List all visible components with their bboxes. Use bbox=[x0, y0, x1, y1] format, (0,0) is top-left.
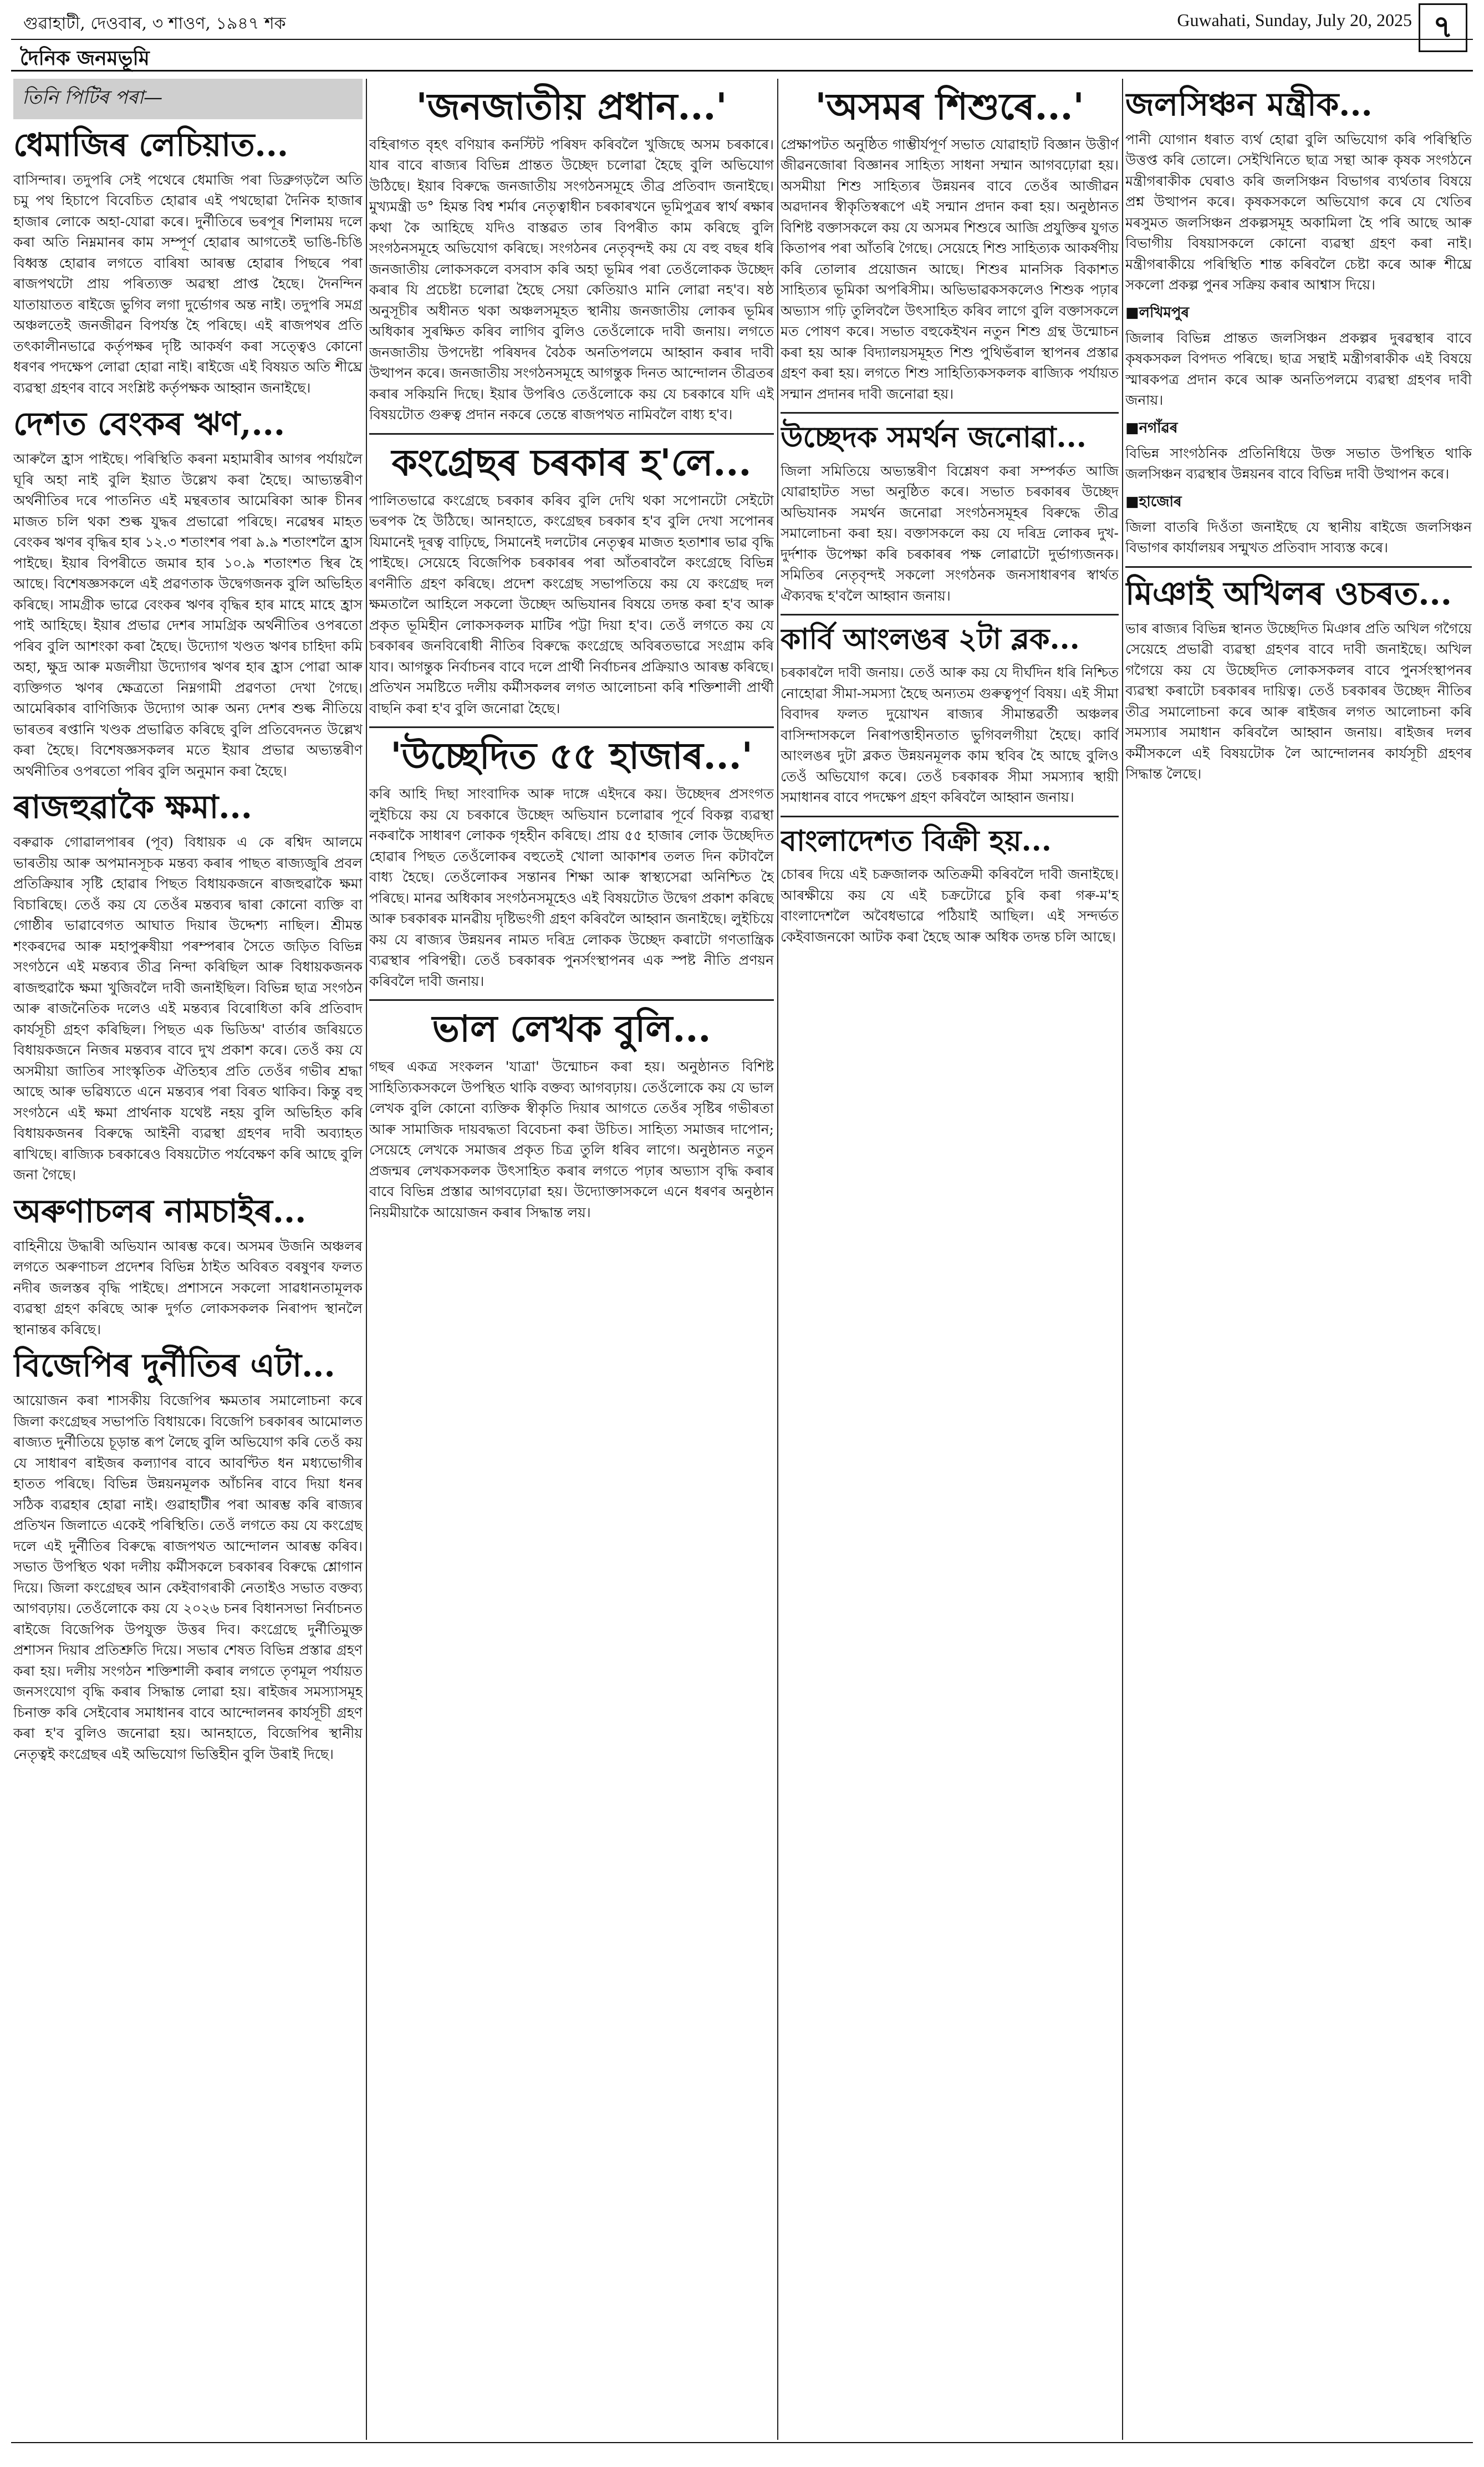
brand-rule bbox=[11, 70, 1473, 72]
section-rule bbox=[781, 614, 1119, 616]
headline-eviction-support: উচ্ছেদক সমৰ্থন জনোৱা... bbox=[781, 420, 1087, 455]
column-divider bbox=[777, 79, 778, 2440]
newspaper-brand: দৈনিক জনমভূমি bbox=[20, 47, 150, 70]
dateline: ■লখিমপুৰ bbox=[1125, 304, 1190, 321]
column-divider bbox=[1122, 79, 1123, 2440]
headline-congress-govt: কংগ্ৰেছৰ চৰকাৰ হ'লে... bbox=[391, 440, 752, 484]
article-body: জিলাৰ বিভিন্ন প্ৰান্তত জলসিঞ্চন প্ৰকল্পৰ দুৰৱস্থাৰ বাবে কৃষকসকল বিপদত পৰিছে। ছাত্ৰ সন্থাই মন্ত্ৰীগৰাকীক এই বিষয়ে স্মাৰকপত্ৰ প্ৰদান কৰে আৰু অনতিপলমে ব্যৱস্থা গ্ৰহণৰ দাবী জনায়। bbox=[1125, 329, 1472, 409]
article-body: বাসিন্দাৰ। তদুপৰি সেই পথেৰে ধেমাজি পৰা ডিব্ৰুগড়লৈ অতি চমু পথ হিচাপে বিবেচিত হোৱাৰ এই পথছোৱা দৈনিক হাজাৰ হাজাৰ লোকে অহা-যোৱা কৰে। দুৰ্নীতিৰে ভৰপূৰ শিলাময় দলে কৰা অতি নিম্নমানৰ কাম সম্পূৰ্ণ হোৱাৰ আগতেই ভাঙি-চিঙি বিধ্বস্ত হোৱাৰ লগতে বাৰিষা আৰম্ভ হোৱাৰ পিছৰে পৰা ৰাজপথটো প্ৰায় পৰিত্যক্ত অৱস্থা প্ৰাপ্ত হৈছে। দৈনন্দিন যাতায়াতত ৰাইজে ভুগিব লগা দুৰ্ভোগৰ অন্ত নাই। তদুপৰি সমগ্ৰ অঞ্চলতেই জনজীৱন বিপৰ্যস্ত হৈ পৰিছে। এই ৰাজপথৰ প্ৰতি তৎকালীনভাৱে কৰ্তৃপক্ষৰ দৃষ্টি আকৰ্ষণ কৰা সত্ত্বেও কোনো ধৰণৰ পদক্ষেপ লোৱা হোৱা নাই। ৰাইজে এই বিষয়ত অতি শীঘ্ৰে ব্যৱস্থা গ্ৰহণৰ বাবে সংশ্লিষ্ট কৰ্তৃপক্ষক আহ্বান জনাইছে। bbox=[13, 171, 363, 396]
column-divider bbox=[366, 79, 367, 2440]
section-rule bbox=[781, 816, 1119, 817]
article-body: পালিতভাৱে কংগ্ৰেছে চৰকাৰ কৰিব বুলি দেখি থকা সপোনটো সেইটো ভৰপক হৈ উঠিছে। আনহাতে, কংগ্ৰেছৰ চৰকাৰ হ'ব বুলি দেখা সপোনৰ যিমানেই দূৰত্ব বাঢ়িছে, সিমানেই দলটোৰ নেতৃত্বৰ মাজত হতাশাৰ ভাৱ বৃদ্ধি পাইছে। সেয়েহে বিজেপিক চৰকাৰৰ পৰা আঁতৰাবলৈ কংগ্ৰেছে বিভিন্ন ৰণনীতি গ্ৰহণ কৰিছে। প্ৰদেশ কংগ্ৰেছ সভাপতিয়ে কয় যে কংগ্ৰেছ দল ক্ষমতালৈ আহিলে সকলো উচ্ছেদ অভিযানৰ বিষয়ে তদন্ত কৰা হ'ব আৰু প্ৰকৃত ভূমিহীন লোকসকলক মাটিৰ পট্টা দিয়া হ'ব। তেওঁ লগতে কয় যে চৰকাৰৰ জনবিৰোধী নীতিৰ বিৰুদ্ধে কংগ্ৰেছে অবিৰতভাৱে সংগ্ৰাম কৰি যাব। আগন্তুক নিৰ্বাচনৰ বাবে দলে প্ৰাৰ্থী নিৰ্বাচনৰ প্ৰক্ৰিয়াও আৰম্ভ কৰিছে। প্ৰতিখন সমষ্টিতে দলীয় কৰ্মীসকলৰ লগত আলোচনা কৰি শক্তিশালী প্ৰাৰ্থী বাছনি কৰা হ'ব বুলি জনোৱা হৈছে। bbox=[369, 492, 774, 716]
article-body: চৰকাৰলৈ দাবী জনায়। তেওঁ আৰু কয় যে দীৰ্ঘদিন ধৰি নিশ্চিত নোহোৱা সীমা-সমস্যা হৈছে অন্যতম গুৰুত্বপূৰ্ণ বিষয়। এই সীমা বিবাদৰ ফলত দুয়োখন ৰাজ্যৰ সীমান্তৱৰ্তী অঞ্চলৰ বাসিন্দাসকলে নিৰাপত্তাহীনতাত ভুগিবলগীয়া হৈছে। কাৰ্বি আংলঙৰ দুটা ব্লকত উন্নয়নমূলক কাম স্থবিৰ হৈ আছে বুলিও তেওঁ অভিযোগ কৰে। তেওঁ চৰকাৰক সীমা সমস্যাৰ স্থায়ী সমাধানৰ বাবে পদক্ষেপ গ্ৰহণ কৰিবলৈ আহ্বান জনায়। bbox=[781, 664, 1119, 806]
column-4 bbox=[1125, 79, 1472, 2440]
section-rule bbox=[1125, 566, 1472, 568]
section-rule bbox=[369, 726, 774, 728]
article-body: জিলা সমিতিয়ে অভ্যন্তৰীণ বিশ্লেষণ কৰা সম্পৰ্কত আজি যোৱাহাটত সভা অনুষ্ঠিত কৰে। সভাত চৰকাৰৰ উচ্ছেদ অভিযানক সমৰ্থন জনোৱা সংগঠনসমূহৰ বিৰুদ্ধে তীব্ৰ সমালোচনা কৰা হয়। বক্তাসকলে কয় যে দৰিদ্ৰ লোকৰ দুখ-দুৰ্দশাক উপেক্ষা কৰি চৰকাৰৰ পক্ষ লোৱাটো দুৰ্ভাগ্যজনক। সমিতিৰ নেতৃবৃন্দই সকলো সংগঠনক জনসাধাৰণৰ স্বাৰ্থত ঐক্যবদ্ধ হ'বলৈ আহ্বান জনায়। bbox=[781, 462, 1119, 604]
header-date-english: Guwahati, Sunday, July 20, 2025 bbox=[1177, 10, 1412, 30]
article-body: আয়োজন কৰা শাসকীয় বিজেপিৰ ক্ষমতাৰ সমালোচনা কৰে জিলা কংগ্ৰেছৰ সভাপতি বিধায়কে। বিজেপি চৰকাৰৰ আমোলত ৰাজ্যত দুৰ্নীতিয়ে চূড়ান্ত ৰূপ লৈছে বুলি অভিযোগ কৰি তেওঁ কয় যে সাধাৰণ ৰাইজৰ কল্যাণৰ বাবে আবণ্টিত ধন মধ্যভোগীৰ হাতত পৰিছে। বিভিন্ন উন্নয়নমূলক আঁচনিৰ বাবে দিয়া ধনৰ সঠিক ব্যৱহাৰ হোৱা নাই। গুৱাহাটীৰ পৰা আৰম্ভ কৰি ৰাজ্যৰ প্ৰতিখন জিলাতে একেই পৰিস্থিতি। তেওঁ লগতে কয় যে কংগ্ৰেছ দলে এই দুৰ্নীতিৰ বিৰুদ্ধে ৰাজপথত আন্দোলন আৰম্ভ কৰিব। সভাত উপস্থিত থকা দলীয় কৰ্মীসকলে চৰকাৰৰ বিৰুদ্ধে শ্লোগান দিয়ে। জিলা কংগ্ৰেছৰ আন কেইবাগৰাকী নেতাইও সভাত বক্তব্য আগবঢ়ায়। তেওঁলোকে কয় যে ২০২৬ চনৰ বিধানসভা নিৰ্বাচনত ৰাইজে বিজেপিক উপযুক্ত উত্তৰ দিব। কংগ্ৰেছে দুৰ্নীতিমুক্ত প্ৰশাসন দিয়াৰ প্ৰতিশ্ৰুতি দিয়ে। সভাৰ শেষত বিভিন্ন প্ৰস্তাৱ গ্ৰহণ কৰা হয়। দলীয় সংগঠন শক্তিশালী কৰাৰ লগতে তৃণমূল পৰ্যায়ত জনসংযোগ বৃদ্ধি কৰাৰ সিদ্ধান্ত লোৱা হয়। ৰাইজৰ সমস্যাসমূহ চিনাক্ত কৰি সেইবোৰ সমাধানৰ বাবে আন্দোলনৰ কাৰ্যসূচী গ্ৰহণ কৰা হ'ব বুলিও জনোৱা হয়। আনহাতে, বিজেপিৰ স্থানীয় নেতৃত্বই কংগ্ৰেছৰ এই অভিযোগ ভিত্তিহীন বুলি উৰাই দিছে। bbox=[13, 1392, 363, 1762]
article-body: বিভিন্ন সাংগঠনিক প্ৰতিনিধিয়ে উক্ত সভাত উপস্থিত থাকি জলসিঞ্চন ব্যৱস্থাৰ উন্নয়নৰ বাবে বিভিন্ন দাবী উত্থাপন কৰে। bbox=[1125, 445, 1472, 482]
headline-assam-children: 'অসমৰ শিশুৰে...' bbox=[815, 85, 1084, 128]
headline-bjp-corruption: বিজেপিৰ দুৰ্নীতিৰ এটা... bbox=[13, 1346, 335, 1385]
article-body: বাহিনীয়ে উদ্ধাৰী অভিযান আৰম্ভ কৰে। অসমৰ উজনি অঞ্চলৰ লগতে অৰুণাচল প্ৰদেশৰ বিভিন্ন ঠাইত অবিৰত বৰষুণৰ ফলত নদীৰ জলস্তৰ বৃদ্ধি পাইছে। প্ৰশাসনে সকলো সাৱধানতামূলক ব্যৱস্থা গ্ৰহণ কৰিছে আৰু দুৰ্গত লোকসকলক নিৰাপদ স্থানলৈ স্থানান্তৰ কৰিছে। bbox=[13, 1238, 363, 1337]
column-2 bbox=[369, 79, 774, 2440]
article-body: চোৰৰ দিয়ে এই চক্ৰজালক অতিক্ৰমী কৰিবলৈ দাবী জনাইছে। আৰক্ষীয়ে কয় যে এই চক্ৰটোৱে চুৰি কৰা গৰু-ম'হ বাংলাদেশলৈ অবৈধভাৱে পঠিয়াই আছিল। এই সন্দৰ্ভত কেইবাজনকো আটক কৰা হৈছে আৰু অধিক তদন্ত চলি আছে। bbox=[781, 866, 1119, 945]
section-rule bbox=[369, 433, 774, 435]
page-header bbox=[0, 0, 1484, 72]
article-body: বৰুৱাক গোৱালপাৰৰ (পূব) বিধায়ক এ কে ৰশ্বিদ আলমে ভাৰতীয় আৰু অপমানসূচক মন্তব্য কৰাৰ পাছত ৰাজ্যজুৰি প্ৰবল প্ৰতিক্ৰিয়াৰ সৃষ্টি হোৱাৰ পিছত বিধায়কজনে ৰাজহুৱাকৈ ক্ষমা বিচাৰিছে। তেওঁ কয় যে তেওঁৰ মন্তব্যৰ দ্বাৰা কোনো ব্যক্তি বা গোষ্ঠীৰ ভাৱাবেগত আঘাত দিয়াৰ উদ্দেশ্য নাছিল। শ্ৰীমন্ত শংকৰদেৱ আৰু মহাপুৰুষীয়া পৰম্পৰাৰ সৈতে জড়িত বিভিন্ন সংগঠনে এই মন্তব্যৰ তীব্ৰ নিন্দা কৰিছিল আৰু বিধায়কজনক ৰাজহুৱাকৈ ক্ষমা খুজিবলৈ দাবী জনাইছিল। বিভিন্ন ছাত্ৰ সংগঠন আৰু ৰাজনৈতিক দলেও এই মন্তব্যৰ বিৰোধিতা কৰি প্ৰতিবাদ কাৰ্যসূচী গ্ৰহণ কৰিছিল। পিছত এক ভিডিঅ' বাৰ্তাৰ জৰিয়তে বিধায়কজনে নিজৰ মন্তব্যৰ বাবে দুখ প্ৰকাশ কৰে। তেওঁ কয় যে অসমীয়া জাতিৰ সাংস্কৃতিক ঐতিহ্যৰ প্ৰতি তেওঁৰ গভীৰ শ্ৰদ্ধা আছে আৰু ভৱিষ্যতে এনে মন্তব্যৰ পৰা বিৰত থাকিব। কিন্তু বহু সংগঠনে এই ক্ষমা প্ৰাৰ্থনাক যথেষ্ট নহয় বুলি অভিহিত কৰি বিধায়কজনৰ বিৰুদ্ধে আইনী ব্যৱস্থা গ্ৰহণৰ দাবী অব্যাহত ৰাখিছে। ৰাজ্যিক চৰকাৰেও বিষয়টোত পৰ্যবেক্ষণ কৰি আছে বুলি জনা গৈছে। bbox=[13, 834, 363, 1183]
headline-good-writer: ভাল লেখক বুলি... bbox=[432, 1007, 711, 1051]
page-number: ৭ bbox=[1419, 3, 1467, 52]
dateline: ■নগাঁৱৰ bbox=[1125, 419, 1178, 436]
article-body: জিলা বাতৰি দিওঁতা জনাইছে যে স্থানীয় ৰাইজে জলসিঞ্চন বিভাগৰ কাৰ্যালয়ৰ সন্মুখত প্ৰতিবাদ সাব্যস্ত কৰে। bbox=[1125, 518, 1472, 556]
header-date-assamese: গুৱাহাটী, দেওবাৰ, ৩ শাওণ, ১৯৪৭ শক bbox=[23, 14, 286, 33]
column-3 bbox=[781, 79, 1119, 2440]
article-body: পানী যোগান ধৰাত ব্যৰ্থ হোৱা বুলি অভিযোগ কৰি পৰিস্থিতি উত্তপ্ত কৰি তোলে। সেইখিনিতে ছাত্ৰ সন্থা আৰু কৃষক সংগঠনে মন্ত্ৰীগৰাকীক ঘেৰাও কৰি জলসিঞ্চন বিভাগৰ ব্যৰ্থতাৰ বিষয়ে প্ৰশ্ন উত্থাপন কৰে। কৃষকসকলে অভিযোগ কৰে যে খেতিৰ মৰসুমত জলসিঞ্চন প্ৰকল্পসমূহ অকামিলা হৈ পৰি আছে আৰু বিভাগীয় বিষয়াসকলে কোনো ব্যৱস্থা গ্ৰহণ কৰা নাই। মন্ত্ৰীগৰাকীয়ে পৰিস্থিতি শান্ত কৰিবলৈ চেষ্টা কৰে আৰু শীঘ্ৰে সকলো প্ৰকল্প পুনৰ সক্ৰিয় কৰাৰ আশ্বাস দিয়ে। bbox=[1125, 131, 1472, 293]
continued-from-page-label: তিনি পিটিৰ পৰা— bbox=[13, 79, 363, 119]
column-1 bbox=[13, 79, 363, 2440]
article-body: ভাৰ ৰাজ্যৰ বিভিন্ন স্থানত উচ্ছেদিত মিঞাৰ প্ৰতি অখিল গগৈয়ে সেয়েহে প্ৰভাৱী ব্যৱস্থা গ্ৰহণৰ বাবে দাবী জনাইছে। অখিল গগৈয়ে কয় যে উচ্ছেদিত লোকসকলৰ বাবে পুনৰ্সংস্থাপনৰ ব্যৱস্থা কৰাটো চৰকাৰৰ দায়িত্ব। তেওঁ চৰকাৰৰ উচ্ছেদ নীতিৰ তীব্ৰ সমালোচনা কৰে আৰু ৰাইজৰ লগত আলোচনা কৰি সমস্যাৰ সমাধান কৰিবলৈ আহ্বান জনায়। ৰাইজৰ দলৰ কৰ্মীসকলে এই বিষয়টোক লৈ আন্দোলনৰ কাৰ্যসূচী গ্ৰহণৰ সিদ্ধান্ত লৈছে। bbox=[1125, 620, 1472, 782]
headline-tribal-chief: 'জনজাতীয় প্ৰধান...' bbox=[416, 85, 727, 128]
headline-dhemaji: ধেমাজিৰ লেচিয়াত... bbox=[13, 126, 289, 164]
headline-evicted-55000: 'উচ্ছেদিত ৫৫ হাজাৰ...' bbox=[390, 734, 753, 778]
article-body: বহিৰাগত বৃহৎ বণিয়াৰ কনস্টিট পৰিষদ কৰিবলৈ খুজিছে অসম চৰকাৰে। যাৰ বাবে ৰাজ্যৰ বিভিন্ন প্ৰান্তত উচ্ছেদ চলোৱা হৈছে বুলি অভিযোগ উঠিছে। ইয়াৰ বিৰুদ্ধে জনজাতীয় সংগঠনসমূহে তীব্ৰ প্ৰতিবাদ জনাইছে। মুখ্যমন্ত্ৰী ড° হিমন্ত বিশ্ব শৰ্মাৰ নেতৃত্বাধীন চৰকাৰখনে ভূমিপুত্ৰৰ স্বাৰ্থ ৰক্ষাৰ কথা কৈ আহিছে যদিও বাস্তৱত তাৰ বিপৰীত কাম কৰিছে বুলি সংগঠনসমূহে অভিযোগ কৰিছে। সংগঠনৰ নেতৃবৃন্দই কয় যে বহু বছৰ ধৰি জনজাতীয় লোকসকলে বসবাস কৰি অহা ভূমিৰ পৰা তেওঁলোকক উচ্ছেদ কৰাৰ যি প্ৰচেষ্টা চলোৱা হৈছে সেয়া কেতিয়াও মানি লোৱা নহ'ব। ষষ্ঠ অনুসূচীৰ অধীনত থকা অঞ্চলসমূহত স্থানীয় জনজাতীয় লোকৰ ভূমিৰ অধিকাৰ সুৰক্ষিত কৰিব লাগিব বুলিও তেওঁলোকে দাবী জনায়। লগতে জনজাতীয় উপদেষ্টা পৰিষদৰ বৈঠক অনতিপলমে আহ্বান কৰাৰ দাবী উত্থাপন কৰে। জনজাতীয় সংগঠনসমূহে আগন্তুক দিনত আন্দোলন তীব্ৰতৰ কৰাৰ সকিয়নি দিছে। ইয়াৰ উপৰিও তেওঁলোকে কয় যে চৰকাৰে যদি এই বিষয়টোত গুৰুত্ব প্ৰদান নকৰে তেন্তে ৰাজপথত নামিবলৈ বাধ্য হ'ব। bbox=[369, 136, 774, 423]
section-rule bbox=[369, 999, 774, 1001]
headline-karbi-anglong: কাৰ্বি আংলঙৰ ২টা ব্লক... bbox=[781, 622, 1080, 657]
headline-public-apology: ৰাজহুৱাকৈ ক্ষমা... bbox=[13, 788, 252, 826]
page-footer-rule bbox=[11, 2442, 1473, 2465]
headline-bangladesh-sale: বাংলাদেশত বিক্ৰী হয়... bbox=[781, 823, 1052, 858]
headline-arunachal: অৰুণাচলৰ নামচাইৰ... bbox=[13, 1192, 307, 1230]
article-body: কৰি আহি দিছা সাংবাদিক আৰু দাঙ্গে এইদৰে কয়। উচ্ছেদৰ প্ৰসংগত লুইচিয়ে কয় যে চৰকাৰে উচ্ছেদ অভিযান চলোৱাৰ পূৰ্বে বিকল্প ব্যৱস্থা নকৰাকৈ সাধাৰণ লোকক গৃহহীন কৰিছে। প্ৰায় ৫৫ হাজাৰ লোক উচ্ছেদিত হোৱাৰ পিছত তেওঁলোকৰ বহুতেই খোলা আকাশৰ তলত দিন কটাবলৈ বাধ্য হৈছে। তেওঁলোকৰ সন্তানৰ শিক্ষা আৰু স্বাস্থ্যসেৱা অনিশ্চিত হৈ পৰিছে। মানৱ অধিকাৰ সংগঠনসমূহেও এই বিষয়টোত উদ্বেগ প্ৰকাশ কৰিছে আৰু চৰকাৰক মানৱীয় দৃষ্টিভংগী গ্ৰহণ কৰিবলৈ আহ্বান জনাইছে। লুইচিয়ে কয় যে ৰাজ্যৰ উন্নয়নৰ নামত দৰিদ্ৰ লোকক উচ্ছেদ কৰাটো গণতান্ত্ৰিক ব্যৱস্থাৰ পৰিপন্থী। তেওঁ চৰকাৰক পুনৰ্সংস্থাপনৰ এক স্পষ্ট নীতি প্ৰণয়ন কৰিবলৈ দাবী জনায়। bbox=[369, 786, 774, 989]
headline-bank-loan: দেশত বেংকৰ ঋণ,... bbox=[13, 405, 285, 443]
dateline: ■হাজোৰ bbox=[1125, 493, 1182, 510]
section-rule bbox=[781, 412, 1119, 414]
article-body: গছৰ একত্ৰ সংকলন 'যাত্ৰা' উন্মোচন কৰা হয়। অনুষ্ঠানত বিশিষ্ট সাহিত্যিকসকলে উপস্থিত থাকি বক্তব্য আগবঢ়ায়। তেওঁলোকে কয় যে ভাল লেখক বুলি কোনো ব্যক্তিক স্বীকৃতি দিয়াৰ আগতে তেওঁৰ সৃষ্টিৰ গভীৰতা আৰু সামাজিক দায়বদ্ধতা বিবেচনা কৰা উচিত। সাহিত্য সমাজৰ দাপোন; সেয়েহে লেখকে সমাজৰ প্ৰকৃত চিত্ৰ তুলি ধৰিব লাগে। অনুষ্ঠানত নতুন প্ৰজন্মৰ লেখকসকলক উৎসাহিত কৰাৰ লগতে পঢ়াৰ অভ্যাস বৃদ্ধি কৰাৰ বাবে বিভিন্ন প্ৰস্তাৱ আগবঢ়োৱা হয়। উদ্যোক্তাসকলে এনে ধৰণৰ অনুষ্ঠান নিয়মীয়াকৈ আয়োজন কৰাৰ সিদ্ধান্ত লয়। bbox=[369, 1059, 774, 1220]
article-body: আৰুলৈ হ্ৰাস পাইছে। পৰিস্থিতি কৰনা মহামাৰীৰ আগৰ পৰ্যায়লৈ ঘূৰি অহা নাই বুলি ইয়াত উল্লেখ কৰা হৈছে। আভ্যন্তৰীণ অৰ্থনীতিৰ দৰে পাতনিত এই মন্থৰতাৰ আমেৰিকা আৰু চীনৰ মাজত চলি থকা শুল্ক যুদ্ধৰ প্ৰভাৱো পৰিছে। নৱেম্বৰ মাহত বেংকৰ ঋণৰ বৃদ্ধিৰ হাৰ ১২.৩ শতাংশৰ পৰা ৯.৯ শতাংশলৈ হ্ৰাস পাইছে। ইয়াৰ বিপৰীতে জমাৰ হাৰ ১০.৯ শতাংশত স্থিৰ হৈ আছে। বিশেষজ্ঞসকলে এই প্ৰৱণতাক উদ্বেগজনক বুলি অভিহিত কৰিছে। সামগ্ৰীক ভাৱে বেংকৰ ঋণৰ বৃদ্ধিৰ হাৰ মাহে মাহে হ্ৰাস পাই আহিছে। ইয়াৰ প্ৰভাৱ দেশৰ সামগ্ৰিক অৰ্থনীতিৰ ওপৰতো পৰিব বুলি আশংকা কৰা হৈছে। উদ্যোগ খণ্ডত ঋণৰ চাহিদা কমি অহা, ক্ষুদ্ৰ আৰু মজলীয়া উদ্যোগৰ ঋণৰ হাৰ হ্ৰাস পোৱা আৰু ব্যক্তিগত ঋণৰ ক্ষেত্ৰতো নিম্নগামী প্ৰৱণতা দেখা গৈছে। আমেৰিকাৰ বাণিজ্যিক উদ্যোগ আৰু অন্য দেশৰ শুল্ক নীতিয়ে ভাৰতৰ ৰপ্তানি খণ্ডক প্ৰভাৱিত কৰিছে বুলি প্ৰতিবেদনত উল্লেখ কৰা হৈছে। বিশেষজ্ঞসকলৰ মতে ইয়াৰ প্ৰভাৱ অভ্যন্তৰীণ অৰ্থনীতিৰ ওপৰতো পৰিব বুলি অনুমান কৰা হৈছে। bbox=[13, 451, 363, 779]
headline-irrigation-minister: জলসিঞ্চন মন্ত্ৰীক... bbox=[1125, 85, 1373, 123]
article-body: প্ৰেক্ষাপটত অনুষ্ঠিত গাম্ভীৰ্যপূৰ্ণ সভাত যোৱাহাট বিজ্ঞান উত্তীৰ্ণ জীৱনজোৰা বিজ্ঞানৰ সাহিত্য সাধনা সম্মান আগবঢ়োৱা হয়। অসমীয়া শিশু সাহিত্যৰ উন্নয়নৰ বাবে তেওঁৰ আজীৱন অৱদানৰ স্বীকৃতিস্বৰূপে এই সন্মান প্ৰদান কৰা হয়। অনুষ্ঠানত বিশিষ্ট বক্তাসকলে কয় যে অসমৰ শিশুৰে আজি প্ৰযুক্তিৰ যুগত কিতাপৰ পৰা আঁতৰি গৈছে। সেয়েহে শিশু সাহিত্যক আকৰ্ষণীয় কৰি তোলাৰ প্ৰয়োজন আছে। শিশুৰ মানসিক বিকাশত সাহিত্যৰ ভূমিকা অপৰিসীম। অভিভাৱকসকলেও শিশুক পঢ়াৰ অভ্যাস গঢ়ি তুলিবলৈ উৎসাহিত কৰিব লাগে বুলি বক্তাসকলে মত পোষণ কৰে। সভাত বহুকেইখন নতুন শিশু গ্ৰন্থ উন্মোচন কৰা হয় আৰু বিদ্যালয়সমূহত শিশু পুথিভঁৰাল স্থাপনৰ প্ৰস্তাৱ গ্ৰহণ কৰা হয়। লগতে শিশু সাহিত্যিকসকলক ৰাজ্যিক পৰ্যায়ত সন্মান প্ৰদানৰ দাবী জনোৱা হয়। bbox=[781, 136, 1119, 402]
header-rule bbox=[11, 39, 1473, 40]
headline-miyas-akhil: মিঞাই অখিলৰ ওচৰত... bbox=[1125, 574, 1452, 612]
